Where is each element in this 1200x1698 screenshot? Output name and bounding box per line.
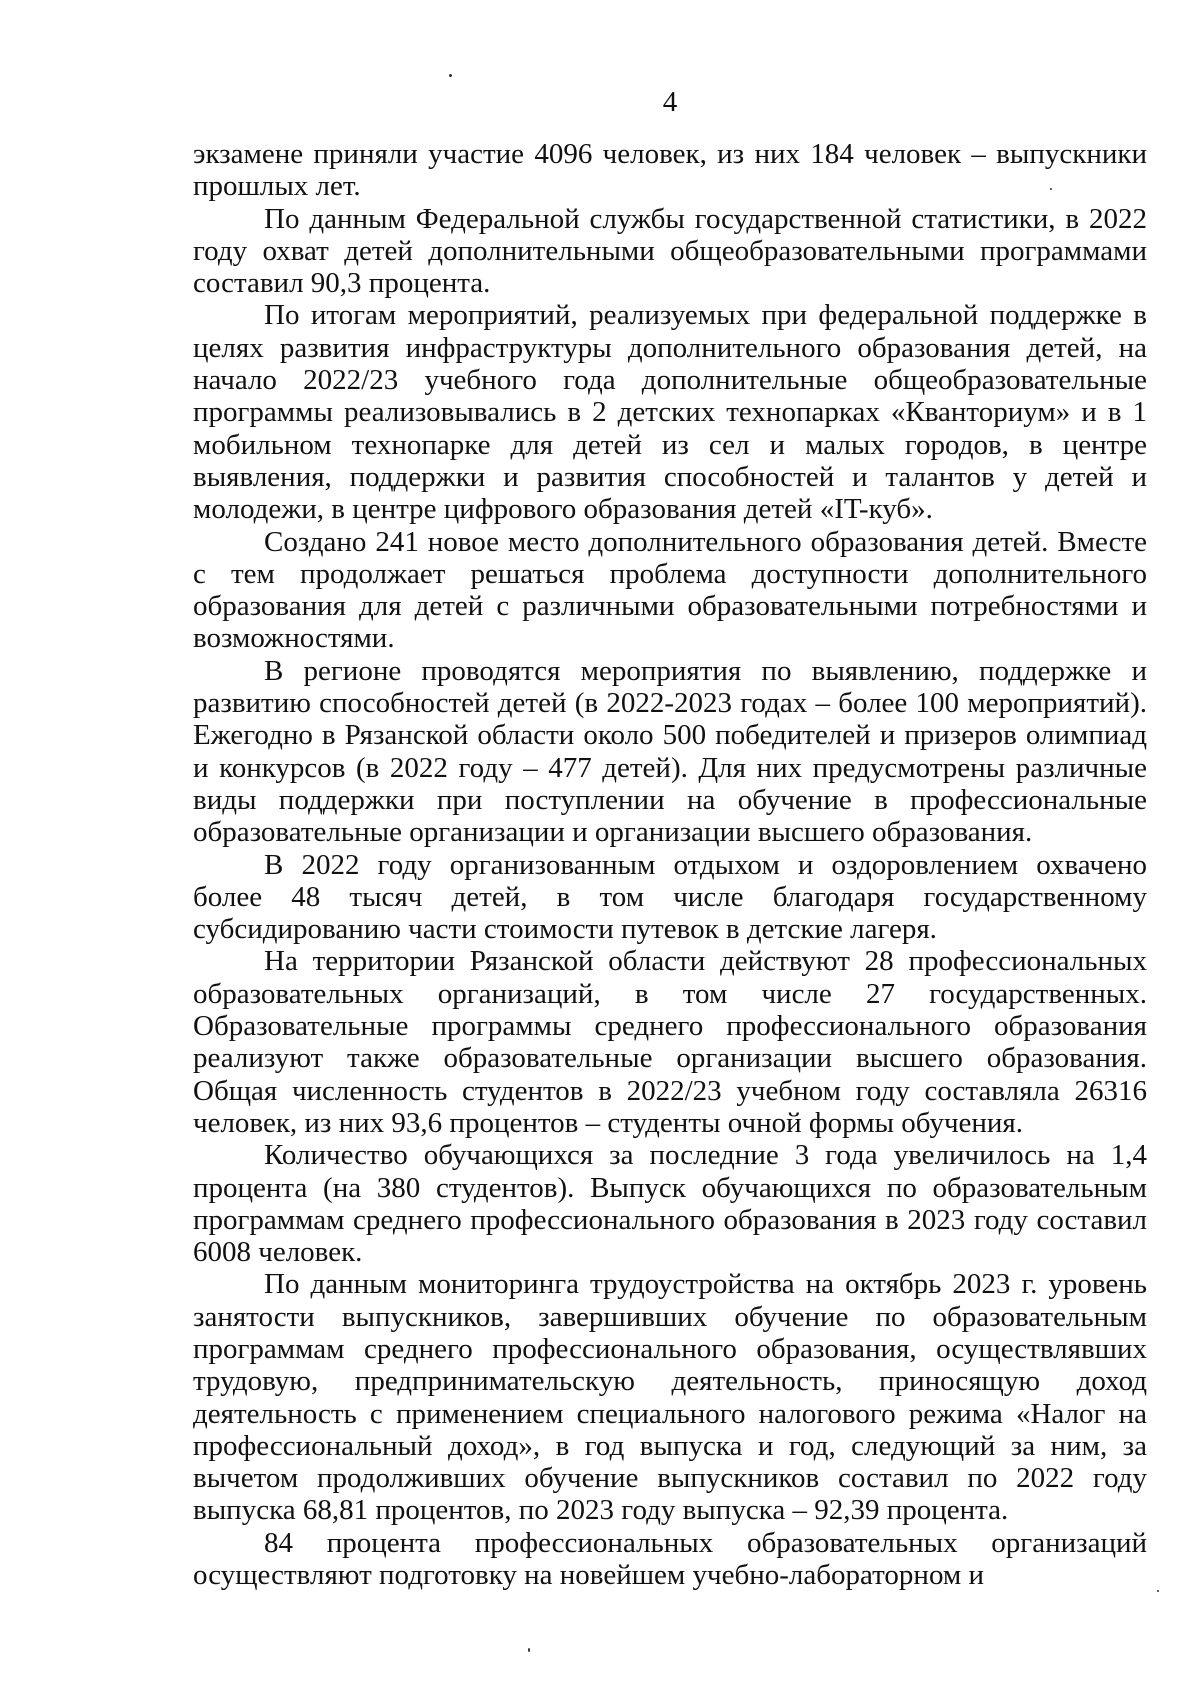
document-body [193,138,1147,1591]
page-number: 4 [662,86,678,118]
paragraph: 84 процента профессиональных образовательных организаций осуществляют подготовку на новейшем учебно-лабораторном и [193,1526,1147,1592]
paragraph: По итогам мероприятий, реализуемых при федеральной поддержке в целях развития инфраструктуры дополнительного образования детей, на начало 2022/23 учебного года дополнительные общеобразовательные программы реализовывались в 2 детских технопарках «Кванториум» и в 1 мобильном технопарке для детей из сел и малых городов, в центре выявления, поддержки и развития способностей и талантов у детей и молодежи, в центре цифрового образования детей «IT-куб». [193,299,1147,526]
paragraph: Количество обучающихся за последние 3 года увеличилось на 1,4 процента (на 380 студентов). Выпуск обучающихся по образовательным программам среднего профессионального образования в 2023 году составил 6008 человек. [193,1139,1147,1269]
scan-speck [1157,1590,1159,1592]
paragraph: В 2022 году организованным отдыхом и оздоровлением охвачено более 48 тысяч детей, в том числе благодаря государственному субсидированию части стоимости путевок в детские лагеря. [193,848,1147,946]
paragraph: По данным Федеральной службы государственной статистики, в 2022 году охват детей дополнительными общеобразовательными программами составил 90,3 процента. [193,202,1147,300]
scan-speck [528,1648,530,1652]
paragraph: На территории Рязанской области действуют 28 профессиональных образовательных организаций, в том числе 27 государственных. Образовательные программы среднего профессионального образования реализуют также образовательные организации высшего образования. Общая численность студентов в 2022/23 учебном году составляла 26316 человек, из них 93,6 процентов – студенты очной формы обучения. [193,945,1147,1139]
paragraph: В регионе проводятся мероприятия по выявлению, поддержке и развитию способностей детей (в 2022-2023 годах – более 100 мероприятий). Ежегодно в Рязанской области около 500 победителей и призеров олимпиад и конкурсов (в 2022 году – 477 детей). Для них предусмотрены различные виды поддержки при поступлении на обучение в профессиональные образовательные организации и организации высшего образования. [193,654,1147,849]
paragraph: По данным мониторинга трудоустройства на октябрь 2023 г. уровень занятости выпускников, завершивших обучение по образовательным программам среднего профессионального образования, осуществлявших трудовую, предпринимательскую деятельность, приносящую доход деятельность с применением специального налогового режима «Налог на профессиональный доход», в год выпуска и год, следующий за ним, за вычетом продолживших обучение выпускников составил по 2022 году выпуска 68,81 процентов, по 2023 году выпуска – 92,39 процента. [193,1268,1147,1527]
paragraph: экзамене приняли участие 4096 человек, из них 184 человек – выпускники прошлых лет. [193,138,1147,203]
paragraph: Создано 241 новое место дополнительного образования детей. Вместе с тем продолжает решаться проблема доступности дополнительного образования для детей с различными образовательными потребностями и возможностями. [193,525,1147,655]
scan-speck [449,74,452,77]
